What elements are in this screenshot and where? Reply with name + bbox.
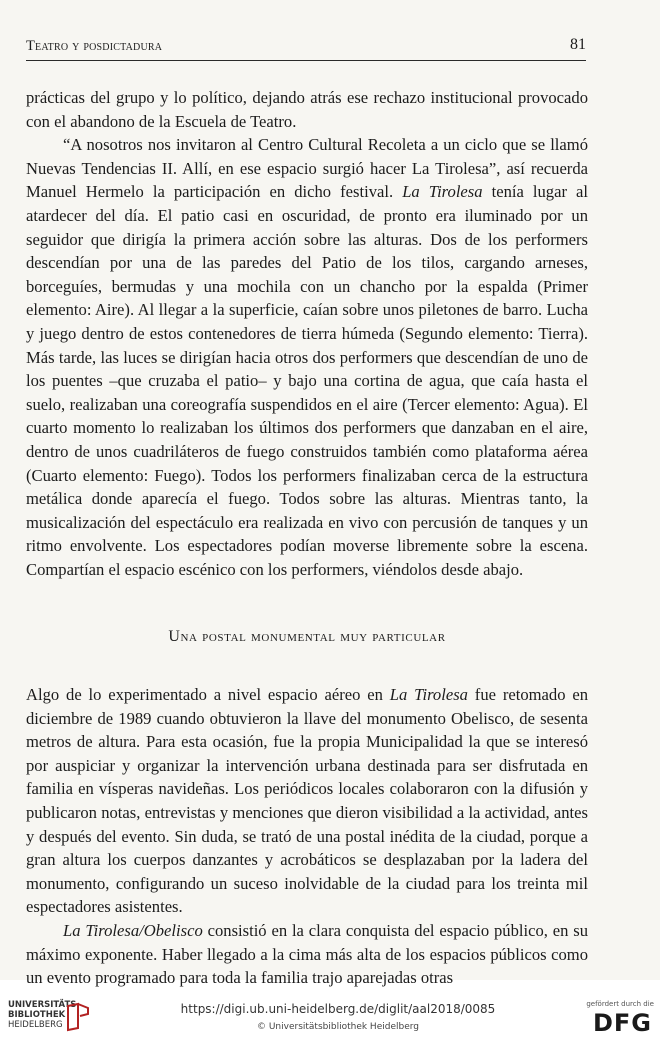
copyright-notice: © Universitätsbibliothek Heidelberg (256, 1022, 419, 1032)
running-title: Teatro y posdictadura (26, 38, 163, 54)
paragraph-3-rest: fue retomado en diciembre de 1989 cuando obtuvieron la llave del monumento Obelisco, de sesenta metros de altura. Para esta ocasión, fue la propia Municipalidad la que se interesó por auspiciar y organizar la intervención urbana destinada para ser disfrutada en familia en vísperas navideñas. Los periódicos locales colaboraron con la difusión y publicaron notas, entrevistas y menciones que dieron visibilidad a la actividad, antes y después del evento. Sin duda, se trató de una postal inédita de la ciudad, porque a gran altura los cuerpos danzantes y acrobáticos se desplazaban por la ladera del monumento, configurando un suceso inolvidable de la ciudad para los treinta mil espectadores asistentes. (26, 685, 589, 917)
paragraph-2-start: “A nosotros nos invitaron al Centro Cultural Recoleta a un ciclo que se llamó Nuevas Tendencias II. Allí, en ese espacio surgió hacer La Tirolesa”, así recuerda Manuel Hermelo la participación en dicho festival. (26, 135, 588, 202)
paragraph-3 (26, 683, 588, 919)
digitization-footer (0, 994, 660, 1043)
header-rule (26, 60, 586, 61)
paragraph-3-start: Algo de lo experimentado a nivel espacio aéreo en (26, 685, 390, 705)
paragraph-2-rest: tenía lugar al atardecer del día. El patio casi en oscuridad, de pronto era iluminado por un seguidor que dirigía la primera acción sobre las alturas. Dos de los performers descendían por una de las paredes del Patio de los tilos, cargando arneses, borceguíes, bermudas y una mochila con un chancho por la espalda (Primer elemento: Aire). Al llegar a la superficie, caían sobre unos piletones de barro. Lucha y juego dentro de estos contenedores de tierra húmeda (Segundo elemento: Tierra). Más tarde, las luces se dirigían hacia otros dos performers que descendían de uno de los puentes –que cruzaba el patio– y bajo una cortina de agua, que caía hasta el suelo, realizaban una coreografía suspendidos en el aire (Tercer elemento: Agua). El cuarto momento lo realizaban los últimos dos performers que danzaban en el aire, dentro de unos cuadriláteros de fuego construidos también como plataforma aérea (Cuarto elemento: Fuego). Todos los performers finalizaban cerca de la estructura metálica donde aparecía el fuego. Todos sobre las alturas. Mientras tanto, la musicalización del espectáculo era realizada en vivo con percusión de tanques y un ritmo envolvente. Los espectadores podían moverse libremente sobre la escena. Compartían el espacio escénico con los performers, viéndolos desde abajo. (26, 182, 589, 579)
dfg-logo: DFG (592, 1009, 652, 1037)
library-logo-icon (64, 1002, 92, 1032)
paragraph-4-rest: consistió en la clara conquista del espacio público, en su máximo exponente. Haber llegado a la cima más alta de los espacios públicos como un evento programado para toda la familia trajo aparejadas otras (26, 921, 589, 988)
permalink-link[interactable]: https://digi.ub.uni-heidelberg.de/diglit/aal2018/0085 (180, 1002, 496, 1016)
page-number: 81 (570, 36, 586, 53)
work-title: La Tirolesa (402, 182, 483, 202)
body-text (26, 86, 588, 990)
paragraph-1: prácticas del grupo y lo político, dejando atrás ese rechazo institucional provocado con el abandono de la Escuela de Teatro. (26, 88, 588, 131)
work-title: La Tirolesa/Obelisco (63, 921, 203, 940)
library-line-2: BIBLIOTHEK (8, 1010, 66, 1020)
work-title: La Tirolesa (389, 685, 468, 705)
paragraph-2 (26, 133, 588, 581)
paragraph-4 (26, 919, 588, 990)
section-heading: Una postal monumental muy particular (168, 628, 446, 646)
library-line-1: UNIVERSITÄTS- (8, 1000, 80, 1010)
funding-caption: gefördert durch die (586, 1000, 654, 1008)
library-line-3: HEIDELBERG (8, 1020, 63, 1030)
